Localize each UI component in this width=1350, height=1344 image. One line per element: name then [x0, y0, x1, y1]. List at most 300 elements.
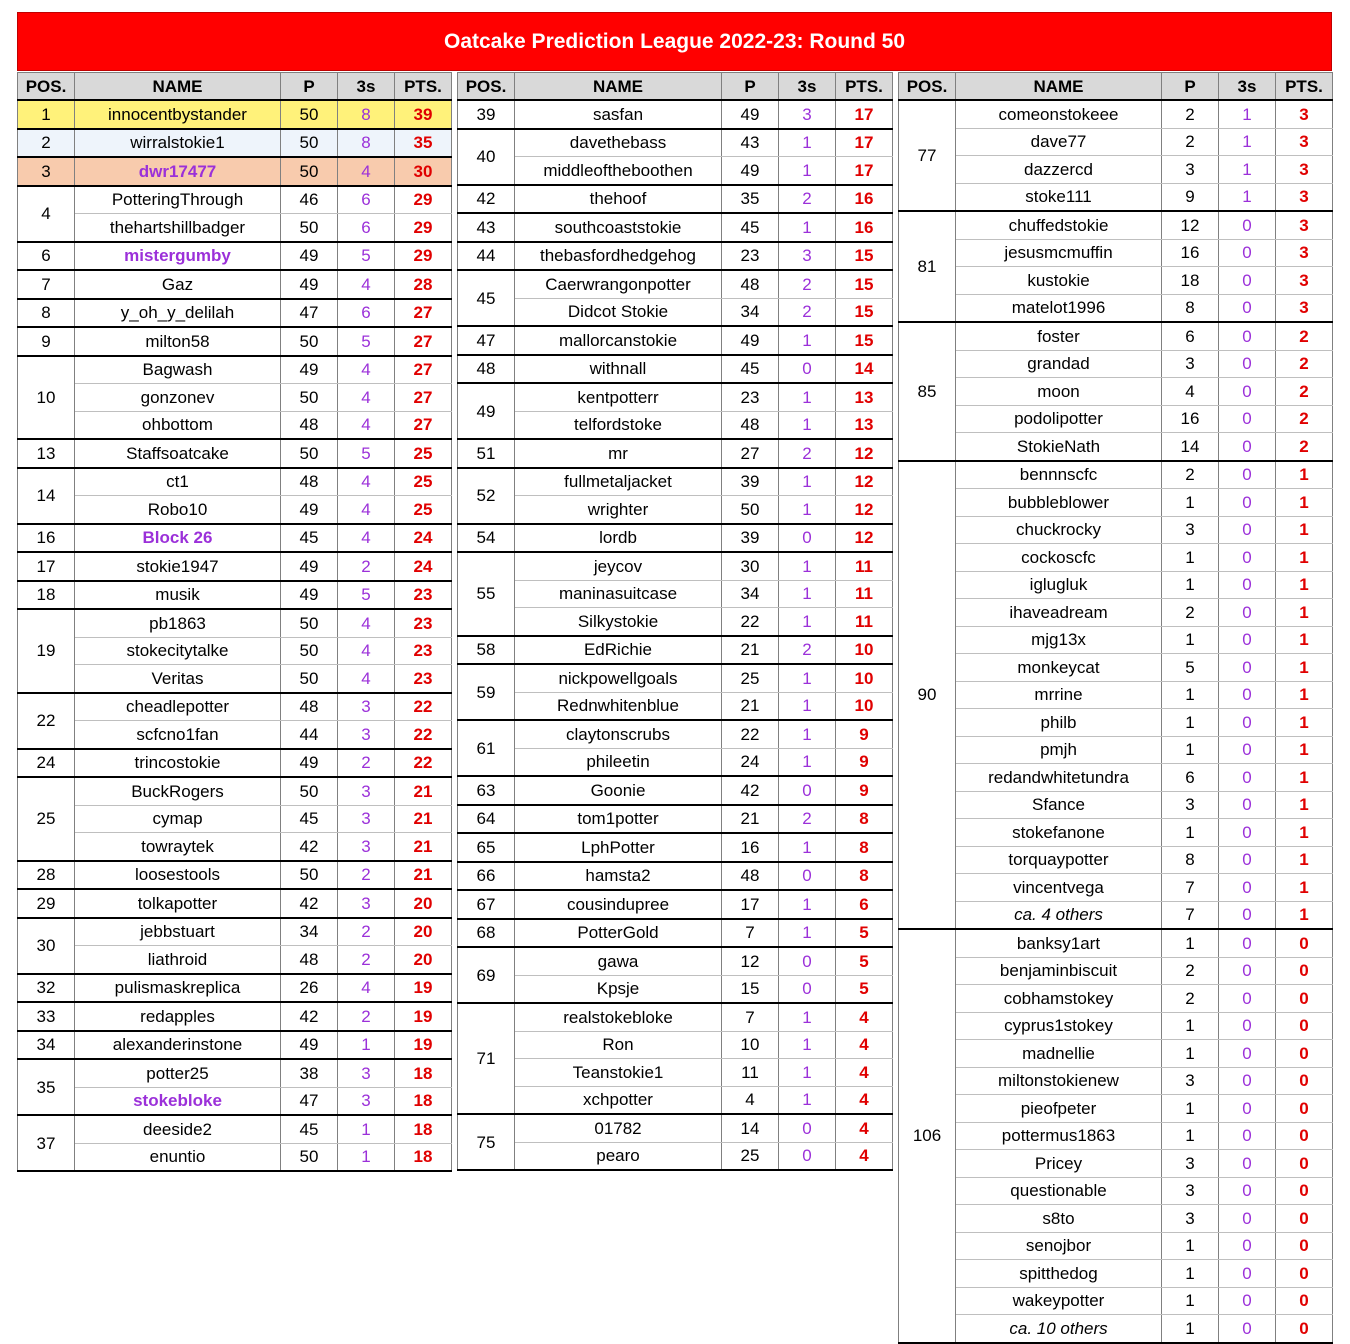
- header-p: P: [1162, 73, 1219, 101]
- played-cell: 50: [281, 327, 338, 356]
- table-row: [899, 156, 1333, 184]
- threes-cell: 0: [1219, 1177, 1276, 1205]
- player-name: Didcot Stokie: [515, 298, 722, 326]
- table-row: [899, 736, 1333, 764]
- threes-cell: 4: [338, 411, 395, 439]
- table-row: [899, 211, 1333, 239]
- played-cell: 18: [1162, 267, 1219, 295]
- player-name: Pricey: [956, 1150, 1162, 1178]
- threes-cell: 5: [338, 581, 395, 610]
- player-name: chuffedstokie: [956, 211, 1162, 239]
- table-row: [18, 214, 452, 242]
- threes-cell: 0: [1219, 544, 1276, 572]
- table-row: [18, 581, 452, 610]
- table-row: [899, 654, 1333, 682]
- position-cell: 2: [18, 129, 75, 158]
- played-cell: 1: [1162, 1260, 1219, 1288]
- threes-cell: 4: [338, 384, 395, 412]
- table-row: [899, 405, 1333, 433]
- points-cell: 1: [1276, 819, 1333, 847]
- threes-cell: 1: [779, 720, 836, 748]
- played-cell: 2: [1162, 128, 1219, 156]
- player-name: chuckrocky: [956, 516, 1162, 544]
- points-cell: 14: [836, 355, 893, 384]
- player-name: scfcno1fan: [75, 721, 281, 749]
- position-cell: 75: [458, 1114, 515, 1170]
- table-row: [18, 129, 452, 158]
- table-row: [18, 1031, 452, 1060]
- threes-cell: 1: [779, 1086, 836, 1114]
- player-name: ihaveadream: [956, 599, 1162, 627]
- player-name: thehartshillbadger: [75, 214, 281, 242]
- threes-cell: 0: [1219, 239, 1276, 267]
- threes-cell: 1: [1219, 183, 1276, 211]
- table-row: [18, 609, 452, 637]
- played-cell: 42: [281, 889, 338, 918]
- points-cell: 17: [836, 157, 893, 185]
- threes-cell: 0: [1219, 599, 1276, 627]
- played-cell: 34: [281, 918, 338, 946]
- played-cell: 30: [722, 552, 779, 580]
- player-name: torquaypotter: [956, 846, 1162, 874]
- table-row: [899, 599, 1333, 627]
- points-cell: 8: [836, 805, 893, 834]
- threes-cell: 0: [1219, 267, 1276, 295]
- played-cell: 49: [281, 552, 338, 581]
- threes-cell: 4: [338, 637, 395, 665]
- position-cell: 49: [458, 383, 515, 439]
- table-row: [18, 805, 452, 833]
- points-cell: 18: [395, 1087, 452, 1115]
- played-cell: 8: [1162, 846, 1219, 874]
- position-cell: 81: [899, 211, 956, 322]
- points-cell: 10: [836, 692, 893, 720]
- points-cell: 30: [395, 157, 452, 186]
- threes-cell: 5: [338, 439, 395, 468]
- points-cell: 20: [395, 918, 452, 946]
- table-row: [458, 1031, 893, 1059]
- player-name: enuntio: [75, 1143, 281, 1171]
- threes-cell: 3: [779, 242, 836, 271]
- threes-cell: 0: [1219, 516, 1276, 544]
- threes-cell: 1: [779, 1031, 836, 1059]
- points-cell: 4: [836, 1003, 893, 1031]
- table-row: [18, 411, 452, 439]
- position-cell: 47: [458, 326, 515, 355]
- threes-cell: 6: [338, 186, 395, 214]
- played-cell: 50: [281, 129, 338, 158]
- threes-cell: 2: [779, 805, 836, 834]
- header-pos: POS.: [18, 73, 75, 101]
- played-cell: 25: [722, 664, 779, 692]
- player-name: pmjh: [956, 736, 1162, 764]
- table-row: [899, 1150, 1333, 1178]
- header-p: P: [722, 73, 779, 101]
- points-cell: 19: [395, 1002, 452, 1031]
- header-name: NAME: [75, 73, 281, 101]
- player-name: iglugluk: [956, 571, 1162, 599]
- played-cell: 50: [281, 100, 338, 129]
- table-row: [18, 1115, 452, 1143]
- position-cell: 39: [458, 100, 515, 129]
- table-row: [899, 267, 1333, 295]
- played-cell: 4: [722, 1086, 779, 1114]
- threes-cell: 0: [1219, 461, 1276, 489]
- threes-cell: 0: [1219, 736, 1276, 764]
- threes-cell: 1: [779, 468, 836, 496]
- table-row: [458, 1003, 893, 1031]
- points-cell: 1: [1276, 791, 1333, 819]
- player-name: telfordstoke: [515, 411, 722, 439]
- points-cell: 18: [395, 1115, 452, 1143]
- played-cell: 3: [1162, 791, 1219, 819]
- player-name: gawa: [515, 947, 722, 975]
- position-cell: 67: [458, 890, 515, 919]
- points-cell: 1: [1276, 901, 1333, 929]
- points-cell: 13: [836, 383, 893, 411]
- threes-cell: 4: [338, 609, 395, 637]
- points-cell: 3: [1276, 156, 1333, 184]
- points-cell: 0: [1276, 985, 1333, 1013]
- player-name: Gaz: [75, 270, 281, 299]
- played-cell: 39: [722, 468, 779, 496]
- threes-cell: 1: [779, 890, 836, 919]
- points-cell: 0: [1276, 1012, 1333, 1040]
- table-row: [458, 833, 893, 862]
- table-row: [458, 720, 893, 748]
- points-cell: 27: [395, 327, 452, 356]
- position-cell: 28: [18, 861, 75, 890]
- points-cell: 2: [1276, 350, 1333, 378]
- player-name: stoke111: [956, 183, 1162, 211]
- points-cell: 4: [836, 1114, 893, 1142]
- player-name: ca. 10 others: [956, 1315, 1162, 1343]
- points-cell: 0: [1276, 1095, 1333, 1123]
- table-row: [458, 890, 893, 919]
- player-name: philb: [956, 709, 1162, 737]
- threes-cell: 0: [1219, 1205, 1276, 1233]
- played-cell: 50: [281, 637, 338, 665]
- points-cell: 8: [836, 833, 893, 862]
- played-cell: 3: [1162, 350, 1219, 378]
- points-cell: 9: [836, 748, 893, 776]
- points-cell: 1: [1276, 764, 1333, 792]
- played-cell: 3: [1162, 1150, 1219, 1178]
- position-cell: 85: [899, 322, 956, 461]
- played-cell: 11: [722, 1059, 779, 1087]
- points-cell: 27: [395, 411, 452, 439]
- points-cell: 28: [395, 270, 452, 299]
- position-cell: 66: [458, 862, 515, 891]
- table-row: [458, 524, 893, 553]
- threes-cell: 5: [338, 327, 395, 356]
- points-cell: 17: [836, 129, 893, 157]
- position-cell: 61: [458, 720, 515, 776]
- points-cell: 1: [1276, 709, 1333, 737]
- points-cell: 10: [836, 636, 893, 665]
- threes-cell: 0: [779, 524, 836, 553]
- points-cell: 22: [395, 749, 452, 778]
- player-name: tom1potter: [515, 805, 722, 834]
- threes-cell: 1: [1219, 128, 1276, 156]
- player-name: phileetin: [515, 748, 722, 776]
- threes-cell: 2: [338, 861, 395, 890]
- points-cell: 21: [395, 805, 452, 833]
- threes-cell: 0: [1219, 846, 1276, 874]
- played-cell: 50: [281, 861, 338, 890]
- player-name: redandwhitetundra: [956, 764, 1162, 792]
- table-row: [899, 433, 1333, 461]
- table-row: [899, 626, 1333, 654]
- player-name: stokecitytalke: [75, 637, 281, 665]
- threes-cell: 8: [338, 100, 395, 129]
- points-cell: 1: [1276, 681, 1333, 709]
- player-name: pb1863: [75, 609, 281, 637]
- table-row: [899, 1067, 1333, 1095]
- position-cell: 8: [18, 299, 75, 328]
- played-cell: 50: [281, 1143, 338, 1171]
- player-name: sasfan: [515, 100, 722, 129]
- points-cell: 23: [395, 665, 452, 693]
- player-name: jeycov: [515, 552, 722, 580]
- position-cell: 71: [458, 1003, 515, 1114]
- position-cell: 52: [458, 468, 515, 524]
- played-cell: 12: [1162, 211, 1219, 239]
- played-cell: 48: [722, 411, 779, 439]
- position-cell: 45: [458, 270, 515, 326]
- threes-cell: 2: [779, 636, 836, 665]
- player-name: redapples: [75, 1002, 281, 1031]
- threes-cell: 4: [338, 974, 395, 1003]
- position-cell: 13: [18, 439, 75, 468]
- played-cell: 23: [722, 383, 779, 411]
- threes-cell: 0: [1219, 764, 1276, 792]
- played-cell: 7: [1162, 874, 1219, 902]
- player-name: gonzonev: [75, 384, 281, 412]
- points-cell: 1: [1276, 626, 1333, 654]
- points-cell: 1: [1276, 654, 1333, 682]
- table-row: [899, 239, 1333, 267]
- threes-cell: 3: [338, 721, 395, 749]
- played-cell: 34: [722, 298, 779, 326]
- played-cell: 50: [281, 384, 338, 412]
- played-cell: 50: [281, 439, 338, 468]
- threes-cell: 3: [338, 1059, 395, 1087]
- threes-cell: 0: [1219, 681, 1276, 709]
- threes-cell: 2: [779, 439, 836, 468]
- played-cell: 39: [722, 524, 779, 553]
- points-cell: 3: [1276, 211, 1333, 239]
- position-cell: 35: [18, 1059, 75, 1115]
- played-cell: 3: [1162, 1205, 1219, 1233]
- played-cell: 1: [1162, 1012, 1219, 1040]
- position-cell: 33: [18, 1002, 75, 1031]
- player-name: jesusmcmuffin: [956, 239, 1162, 267]
- header-pts: PTS.: [395, 73, 452, 101]
- played-cell: 5: [1162, 654, 1219, 682]
- player-name: cheadlepotter: [75, 693, 281, 721]
- table-row: [458, 1059, 893, 1087]
- player-name: mr: [515, 439, 722, 468]
- table-row: [899, 846, 1333, 874]
- position-cell: 19: [18, 609, 75, 693]
- player-name: Silkystokie: [515, 608, 722, 636]
- points-cell: 1: [1276, 489, 1333, 517]
- played-cell: 48: [281, 693, 338, 721]
- player-name: foster: [956, 322, 1162, 350]
- points-cell: 4: [836, 1142, 893, 1170]
- points-cell: 2: [1276, 378, 1333, 406]
- threes-cell: 2: [779, 270, 836, 298]
- threes-cell: 1: [779, 1059, 836, 1087]
- header-p: P: [281, 73, 338, 101]
- points-cell: 25: [395, 439, 452, 468]
- points-cell: 23: [395, 609, 452, 637]
- played-cell: 22: [722, 608, 779, 636]
- table-row: [18, 861, 452, 890]
- threes-cell: 0: [1219, 1260, 1276, 1288]
- table-row: [18, 665, 452, 693]
- table-row: [458, 326, 893, 355]
- points-cell: 0: [1276, 1205, 1333, 1233]
- table-row: [458, 636, 893, 665]
- threes-cell: 0: [1219, 211, 1276, 239]
- player-name: dwr17477: [75, 157, 281, 186]
- table-row: [899, 544, 1333, 572]
- played-cell: 1: [1162, 489, 1219, 517]
- threes-cell: 5: [338, 242, 395, 271]
- played-cell: 14: [722, 1114, 779, 1142]
- points-cell: 0: [1276, 1260, 1333, 1288]
- points-cell: 0: [1276, 1122, 1333, 1150]
- position-cell: 90: [899, 461, 956, 930]
- played-cell: 2: [1162, 599, 1219, 627]
- played-cell: 9: [1162, 183, 1219, 211]
- header-pos: POS.: [899, 73, 956, 101]
- table-row: [458, 862, 893, 891]
- points-cell: 25: [395, 468, 452, 496]
- points-cell: 12: [836, 496, 893, 524]
- points-cell: 0: [1276, 1177, 1333, 1205]
- player-name: Bagwash: [75, 356, 281, 384]
- player-name: liathroid: [75, 946, 281, 974]
- player-name: Goonie: [515, 776, 722, 805]
- table-row: [458, 439, 893, 468]
- player-name: potter25: [75, 1059, 281, 1087]
- table-row: [899, 929, 1333, 957]
- threes-cell: 2: [338, 552, 395, 581]
- played-cell: 6: [1162, 322, 1219, 350]
- player-name: cobhamstokey: [956, 985, 1162, 1013]
- points-cell: 9: [836, 776, 893, 805]
- position-cell: 14: [18, 468, 75, 524]
- threes-cell: 4: [338, 270, 395, 299]
- threes-cell: 4: [338, 524, 395, 553]
- player-name: thehoof: [515, 185, 722, 214]
- player-name: cockoscfc: [956, 544, 1162, 572]
- points-cell: 19: [395, 974, 452, 1003]
- points-cell: 11: [836, 552, 893, 580]
- points-cell: 18: [395, 1059, 452, 1087]
- threes-cell: 0: [779, 862, 836, 891]
- threes-cell: 3: [338, 1087, 395, 1115]
- threes-cell: 6: [338, 214, 395, 242]
- points-cell: 1: [1276, 571, 1333, 599]
- table-row: [18, 749, 452, 778]
- points-cell: 20: [395, 946, 452, 974]
- player-name: Caerwrangonpotter: [515, 270, 722, 298]
- points-cell: 1: [1276, 874, 1333, 902]
- header-row: [458, 73, 893, 101]
- played-cell: 12: [722, 947, 779, 975]
- points-cell: 27: [395, 356, 452, 384]
- points-cell: 21: [395, 833, 452, 861]
- position-cell: 32: [18, 974, 75, 1003]
- player-name: madnellie: [956, 1040, 1162, 1068]
- threes-cell: 0: [1219, 929, 1276, 957]
- played-cell: 8: [1162, 294, 1219, 322]
- player-name: middleoftheboothen: [515, 157, 722, 185]
- points-cell: 0: [1276, 1232, 1333, 1260]
- threes-cell: 3: [338, 693, 395, 721]
- played-cell: 50: [281, 609, 338, 637]
- points-cell: 18: [395, 1143, 452, 1171]
- table-row: [458, 383, 893, 411]
- player-name: moon: [956, 378, 1162, 406]
- table-row: [899, 819, 1333, 847]
- points-cell: 29: [395, 242, 452, 271]
- table-row: [899, 985, 1333, 1013]
- player-name: stokebloke: [75, 1087, 281, 1115]
- threes-cell: 0: [1219, 1122, 1276, 1150]
- table-row: [458, 100, 893, 129]
- played-cell: 48: [281, 411, 338, 439]
- threes-cell: 1: [338, 1031, 395, 1060]
- played-cell: 16: [1162, 239, 1219, 267]
- played-cell: 2: [1162, 100, 1219, 128]
- threes-cell: 4: [338, 356, 395, 384]
- player-name: questionable: [956, 1177, 1162, 1205]
- points-cell: 0: [1276, 1287, 1333, 1315]
- player-name: pulismaskreplica: [75, 974, 281, 1003]
- played-cell: 7: [1162, 901, 1219, 929]
- player-name: musik: [75, 581, 281, 610]
- position-cell: 68: [458, 919, 515, 948]
- position-cell: 59: [458, 664, 515, 720]
- played-cell: 50: [722, 496, 779, 524]
- table-row: [899, 1205, 1333, 1233]
- played-cell: 3: [1162, 1177, 1219, 1205]
- position-cell: 77: [899, 100, 956, 211]
- player-name: 01782: [515, 1114, 722, 1142]
- table-row: [899, 461, 1333, 489]
- played-cell: 49: [281, 1031, 338, 1060]
- threes-cell: 1: [779, 326, 836, 355]
- player-name: stokefanone: [956, 819, 1162, 847]
- player-name: bennnscfc: [956, 461, 1162, 489]
- threes-cell: 0: [1219, 709, 1276, 737]
- header-threes: 3s: [338, 73, 395, 101]
- threes-cell: 0: [1219, 874, 1276, 902]
- table-row: [899, 1260, 1333, 1288]
- points-cell: 5: [836, 919, 893, 948]
- threes-cell: 0: [1219, 1232, 1276, 1260]
- table-row: [458, 129, 893, 157]
- points-cell: 24: [395, 552, 452, 581]
- played-cell: 47: [281, 1087, 338, 1115]
- played-cell: 1: [1162, 1315, 1219, 1343]
- points-cell: 5: [836, 975, 893, 1003]
